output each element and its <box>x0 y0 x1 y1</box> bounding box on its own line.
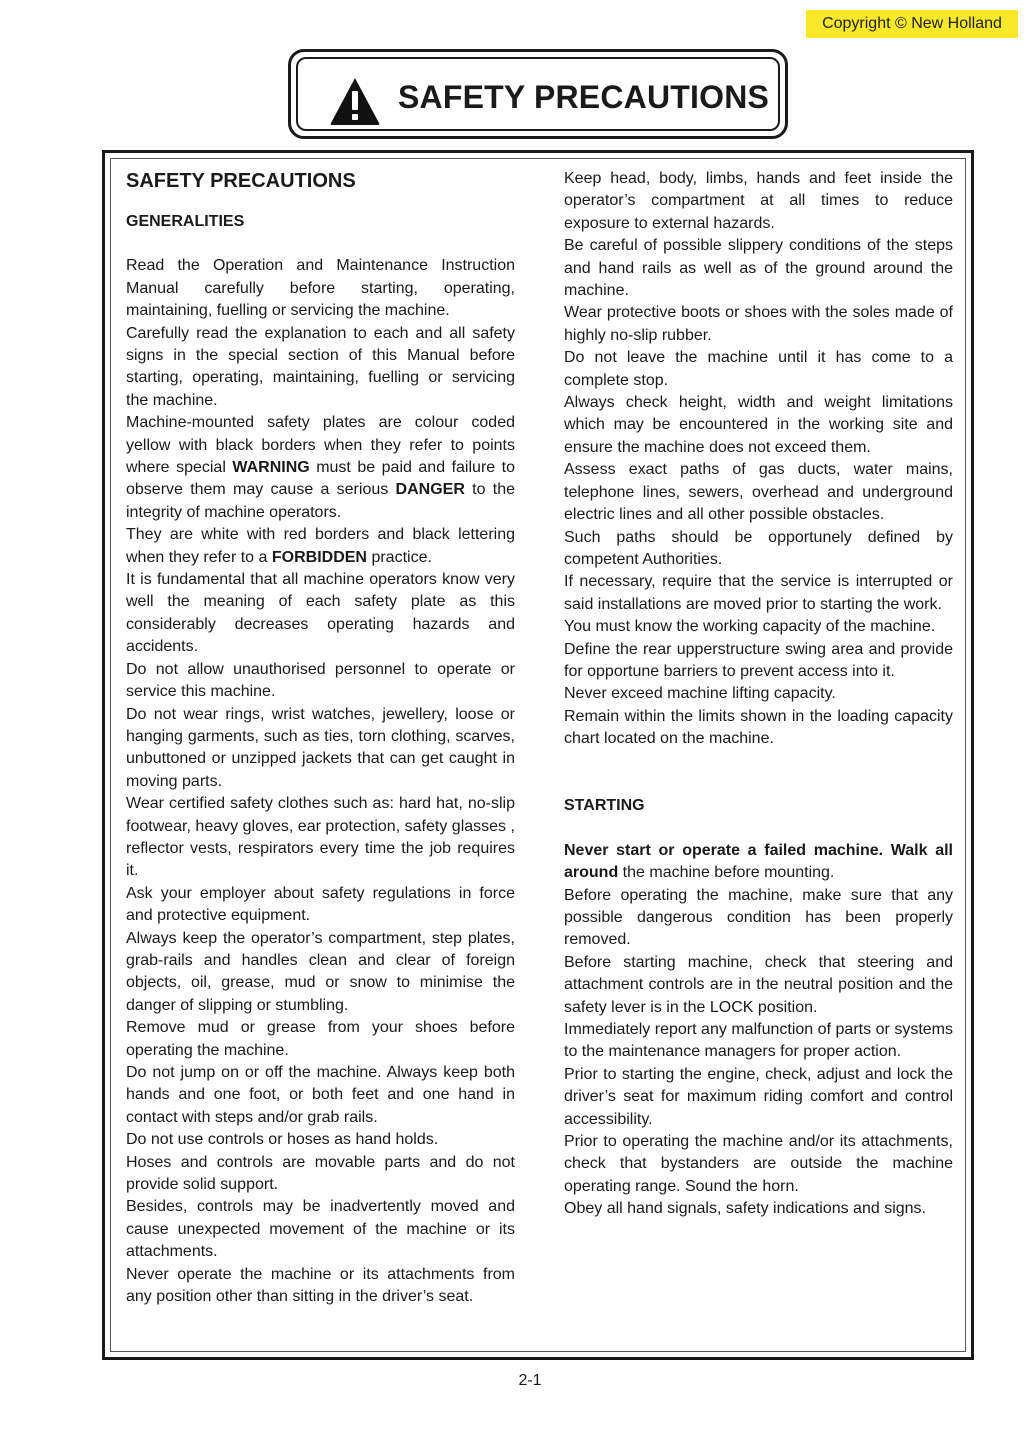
paragraph: Wear certified safety clothes such as: hard hat, no-slip footwear, heavy gloves, ear protection, safety glasses , reflector vests, respirators every time the job requires it. <box>126 795 515 880</box>
paragraph: Do not jump on or off the machine. Always keep both hands and one foot, or both feet and one hand in contact with steps and/or grab rails. <box>126 1064 515 1126</box>
paragraph: Carefully read the explanation to each and all safety signs in the special section of this Manual before starting, operating, maintaining, fuelling or servicing the machine. <box>126 324 515 409</box>
right-column <box>564 168 953 1221</box>
bold-instruction: Never start or operate a failed machine. Walk all around <box>564 841 953 882</box>
paragraph: Never exceed machine lifting capacity. <box>564 685 836 703</box>
forbidden-keyword: FORBIDDEN <box>271 548 367 566</box>
page-number: 2-1 <box>518 1372 542 1389</box>
paragraph: Do not use controls or hoses as hand holds. <box>126 1131 439 1149</box>
paragraph: Besides, controls may be inadvertently moved and cause unexpected movement of the machine or its attachments. <box>126 1198 515 1261</box>
paragraph: You must know the working capacity of the machine. <box>564 618 936 636</box>
paragraph: Read the Operation and Maintenance Instruction Manual carefully before starting, operating, maintaining, fuelling or servicing the machine. <box>126 257 515 320</box>
warning-keyword: WARNING <box>232 459 310 477</box>
paragraph: Assess exact paths of gas ducts, water mains, telephone lines, sewers, overhead and underground electric lines and all other possible obstacles. <box>564 461 953 524</box>
paragraph: Obey all hand signals, safety indications and signs. <box>564 1200 926 1218</box>
paragraph: Keep head, body, limbs, hands and feet inside the operator’s compartment at all times to reduce exposure to external hazards. <box>564 170 953 232</box>
paragraph: Define the rear upperstructure swing area and provide for opportune barriers to prevent access into it. <box>564 640 953 680</box>
paragraph: Never start or operate a failed machine. Walk all around the machine before mounting. <box>564 841 953 882</box>
paragraph: Do not allow unauthorised personnel to operate or service this machine. <box>126 660 515 701</box>
paragraph: Machine-mounted safety plates are colour coded yellow with black borders when they refer to points where special WARNING must be paid and failure to observe them may cause a serious DANGER to the integrity of machine operators. <box>126 414 516 521</box>
page-title: SAFETY PRECAUTIONS <box>398 79 770 115</box>
paragraph: Prior to starting the engine, check, adjust and lock the driver’s seat for maximum riding comfort and control accessibility. <box>564 1065 953 1128</box>
copyright-notice: Copyright © New Holland <box>806 10 1018 38</box>
paragraph: Do not wear rings, wrist watches, jewellery, loose or hanging garments, such as ties, torn clothing, scarves, unbuttoned or unzipped jackets that can get caught in moving parts. <box>126 705 515 790</box>
section-title: SAFETY PRECAUTIONS <box>126 170 356 192</box>
paragraph: It is fundamental that all machine operators know very well the meaning of each safety plate as this considerably decreases operating hazards and accidents. <box>126 571 515 656</box>
page-header-inner-border <box>296 57 780 131</box>
paragraph: Ask your employer about safety regulations in force and protective equipment. <box>126 884 515 925</box>
paragraph: Never operate the machine or its attachments from any position other than sitting in the driver’s seat. <box>126 1265 515 1306</box>
paragraph: Always check height, width and weight limitations which may be encountered in the working site and ensure the machine does not exceed them. <box>564 394 953 456</box>
paragraph: Prior to operating the machine and/or its attachments, check that bystanders are outside the machine operating range. Sound the horn. <box>564 1133 953 1195</box>
paragraph: They are white with red borders and black lettering when they refer to a FORBIDDEN practice. <box>126 526 515 566</box>
paragraph: Before starting machine, check that steering and attachment controls are in the neutral position and the safety lever is in the LOCK position. <box>564 953 953 1016</box>
paragraph: If necessary, require that the service is interrupted or said installations are moved prior to starting the work. <box>564 573 953 613</box>
subheading-starting: STARTING <box>564 797 645 815</box>
danger-keyword: DANGER <box>395 481 465 499</box>
paragraph: Remove mud or grease from your shoes before operating the machine. <box>126 1019 515 1059</box>
paragraph: Always keep the operator’s compartment, step plates, grab-rails and handles clean and clear of foreign objects, oil, grease, mud or snow to minimise the danger of slipping or stumbling. <box>126 929 515 1014</box>
subheading-generalities: GENERALITIES <box>126 213 245 230</box>
left-column <box>126 168 515 1308</box>
paragraph: Immediately report any malfunction of parts or systems to the maintenance managers for proper action. <box>564 1021 953 1061</box>
paragraph: Wear protective boots or shoes with the soles made of highly no-slip rubber. <box>564 304 953 344</box>
paragraph: Remain within the limits shown in the loading capacity chart located on the machine. <box>564 707 953 748</box>
warning-triangle-icon <box>328 75 382 127</box>
paragraph: Hoses and controls are movable parts and do not provide solid support. <box>126 1153 515 1194</box>
page-header-box <box>288 49 788 139</box>
paragraph: Such paths should be opportunely defined by competent Authorities. <box>564 528 953 568</box>
paragraph: Before operating the machine, make sure that any possible dangerous condition has been properly removed. <box>564 886 953 949</box>
paragraph: Do not leave the machine until it has come to a complete stop. <box>564 349 953 389</box>
paragraph: Be careful of possible slippery conditions of the steps and hand rails as well as of the ground around the machine. <box>564 237 953 300</box>
